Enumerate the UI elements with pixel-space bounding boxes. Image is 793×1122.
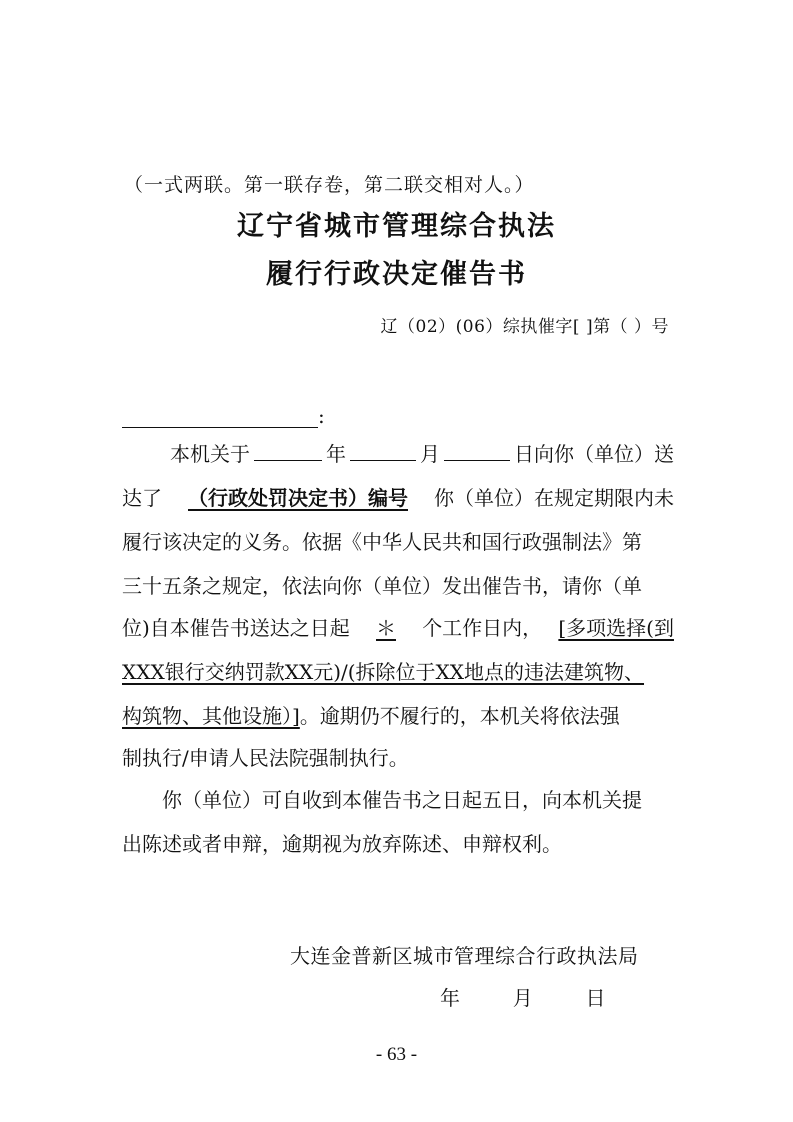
addressee-line xyxy=(122,404,325,428)
working-days-value: ＊ xyxy=(376,616,396,640)
text-segment: 月 xyxy=(420,442,440,466)
document-title-line1: 辽宁省城市管理综合执法 xyxy=(237,211,556,242)
body-line-1 xyxy=(122,440,674,468)
decision-doc-reference: （行政处罚决定书）编号 xyxy=(188,486,408,510)
text-segment: 你（单位）可自收到本催告书之日起五日，向本机关提 xyxy=(162,788,642,812)
text-segment: 年 xyxy=(326,442,346,466)
document-number: 辽（02）(06）综执催字[ ]第（ ）号 xyxy=(380,317,669,337)
addressee-colon: : xyxy=(318,404,325,428)
text-segment: 三十五条之规定，依法向你（单位）发出催告书，请你（单 xyxy=(122,574,642,598)
text-segment: 个工作日内， xyxy=(422,616,543,640)
body-line-10 xyxy=(122,830,674,858)
body-line-9 xyxy=(122,786,674,814)
month-blank xyxy=(350,440,416,461)
issuing-authority: 大连金普新区城市管理综合行政执法局 xyxy=(290,944,639,968)
options-text: 构筑物、其他设施）] xyxy=(122,704,300,728)
body-line-3 xyxy=(122,528,674,556)
year-blank xyxy=(254,440,322,461)
date-month: 月 xyxy=(512,986,533,1010)
text-segment: 出陈述或者申辩，逾期视为放弃陈述、申辩权利。 xyxy=(122,832,562,856)
text-segment: 你（单位）在规定期限内未 xyxy=(434,486,674,510)
text-segment: 位)自本催告书送达之日起 xyxy=(122,616,350,640)
text-segment: 本机关于 xyxy=(170,442,250,466)
text-segment: 制执行/申请人民法院强制执行。 xyxy=(122,746,409,770)
copies-note: （一式两联。第一联存卷，第二联交相对人。） xyxy=(124,174,535,196)
options-text: [多项选择(到 xyxy=(558,616,674,640)
options-text: XXX银行交纳罚款XX元)/(拆除位于XX地点的违法建筑物、 xyxy=(122,660,645,684)
text-segment: 履行该决定的义务。依据《中华人民共和国行政强制法》第 xyxy=(122,530,642,554)
body-line-6 xyxy=(122,658,674,686)
body-line-7 xyxy=(122,702,674,730)
document-title-line2: 履行行政决定催告书 xyxy=(266,259,527,290)
body-line-5 xyxy=(122,614,674,642)
day-blank xyxy=(444,440,510,461)
text-segment: 。逾期仍不履行的，本机关将依法强 xyxy=(299,704,620,728)
text-segment: 日向你（单位）送 xyxy=(514,442,674,466)
date-year: 年 xyxy=(440,986,460,1010)
text-segment: 达了 xyxy=(122,486,162,510)
addressee-blank xyxy=(122,405,318,428)
date-day: 日 xyxy=(585,986,606,1010)
issue-date xyxy=(440,982,605,1011)
page-number: - 63 - xyxy=(375,1044,418,1065)
body-line-8 xyxy=(122,744,674,772)
body-line-2 xyxy=(122,484,674,512)
body-line-4 xyxy=(122,572,674,600)
